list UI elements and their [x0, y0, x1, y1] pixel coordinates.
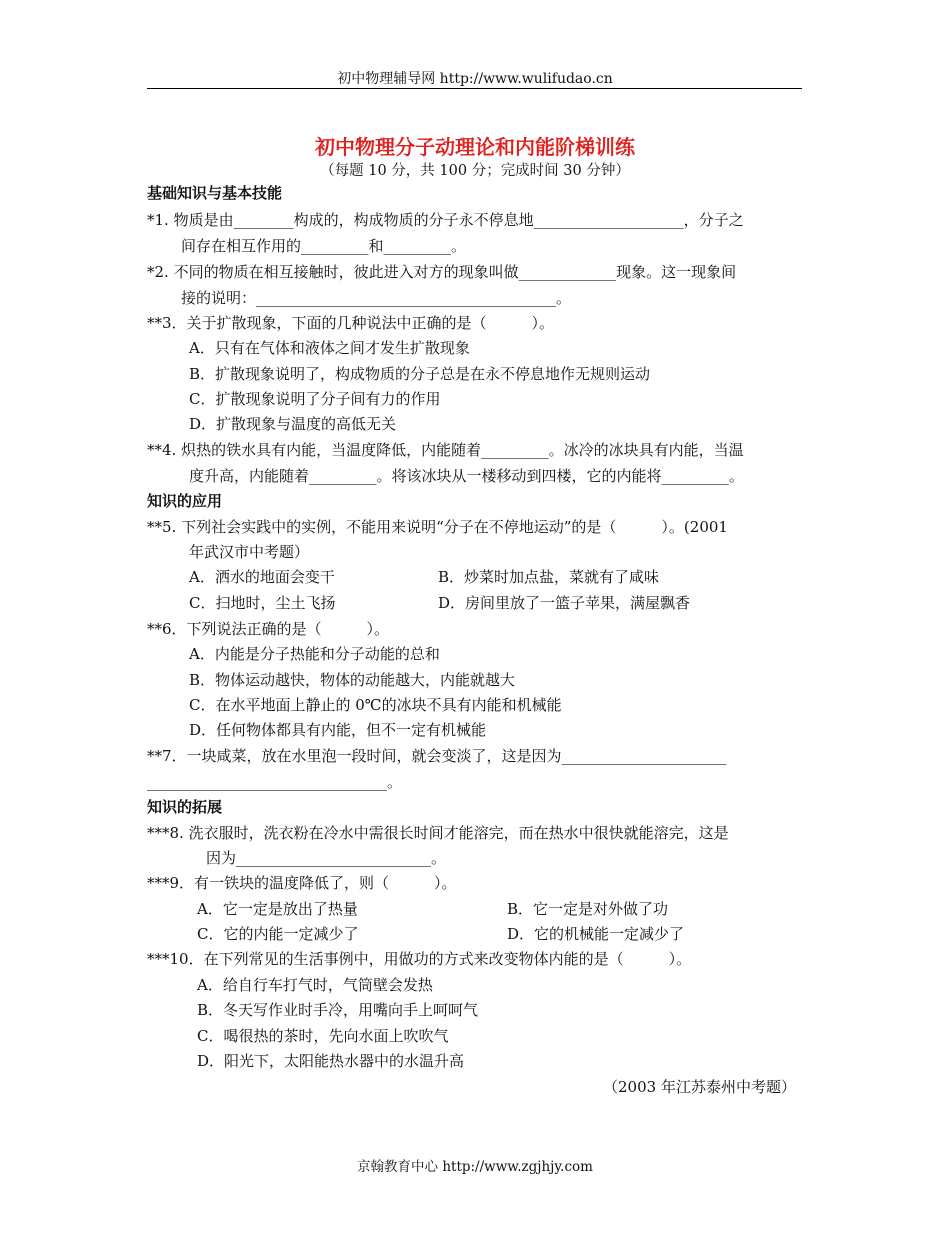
section-extend: 知识的拓展	[147, 798, 223, 816]
q1-line1: *1. 物质是由________构成的，构成物质的分子永不停息地____________________，分子之	[147, 211, 744, 229]
q3-option-b: B．扩散现象说明了，构成物质的分子总是在永不停息地作无规则运动	[189, 365, 651, 383]
section-apply: 知识的应用	[147, 492, 223, 510]
q9-stem: ***9．有一铁块的温度降低了，则（ ）。	[147, 874, 457, 892]
q6-stem: **6．下列说法正确的是（ ）。	[147, 620, 390, 638]
q6-option-a: A．内能是分子热能和分子动能的总和	[189, 645, 440, 663]
q10-option-d: D．阳光下，太阳能热水器中的水温升高	[197, 1052, 465, 1070]
q9-option-c: C．它的内能一定减少了	[197, 925, 359, 943]
q4-line2: 度升高，内能随着_________。将该冰块从一楼移动到四楼，它的内能将_________。	[189, 467, 745, 485]
q4-line1: **4. 炽热的铁水具有内能，当温度降低，内能随着_________。冰冷的冰块具有内能，当温	[147, 441, 744, 459]
q8-line1: ***8. 洗衣服时，洗衣粉在冷水中需很长时间才能溶完，而在热水中很快就能溶完，这是	[147, 824, 729, 842]
q7-line1: **7．一块咸菜，放在水里泡一段时间，就会变淡了，这是因为______________________	[147, 747, 727, 765]
q10-source: （2003 年江苏泰州中考题）	[603, 1078, 796, 1096]
q3-option-d: D．扩散现象与温度的高低无关	[189, 415, 397, 433]
q2-line2: 接的说明：________________________________________。	[181, 289, 572, 307]
q9-option-d: D．它的机械能一定减少了	[507, 925, 685, 943]
header-divider	[147, 88, 802, 89]
q5-option-d: D．房间里放了一篮子苹果，满屋飘香	[438, 594, 691, 612]
q1-line2: 间存在相互作用的_________和_________。	[181, 237, 467, 255]
q9-option-a: A．它一定是放出了热量	[197, 900, 358, 918]
section-basic: 基础知识与基本技能	[147, 184, 283, 202]
q3-option-a: A．只有在气体和液体之间才发生扩散现象	[189, 339, 470, 357]
q8-line2: 因为__________________________。	[206, 849, 447, 867]
q7-line2: ________________________________。	[147, 773, 403, 791]
q5-option-c: C．扫地时，尘土飞扬	[189, 594, 336, 612]
q2-line1: *2. 不同的物质在相互接触时，彼此进入对方的现象叫做_____________现象。这一现象间	[147, 263, 737, 281]
q10-stem: ***10．在下列常见的生活事例中，用做功的方式来改变物体内能的是（ ）。	[147, 950, 692, 968]
q3-option-c: C．扩散现象说明了分子间有力的作用	[189, 390, 441, 408]
q3-stem: **3．关于扩散现象，下面的几种说法中正确的是（ ）。	[147, 314, 555, 332]
q5-line2: 年武汉市中考题）	[189, 543, 310, 561]
q5-option-b: B．炒菜时加点盐，菜就有了咸味	[438, 568, 660, 586]
q5-line1: **5. 下列社会实践中的实例，不能用来说明“分子在不停地运动”的是（ ）。(2001	[147, 518, 728, 536]
q10-option-c: C．喝很热的茶时，先向水面上吹吹气	[197, 1027, 449, 1045]
q6-option-b: B．物体运动越快，物体的动能越大，内能就越大	[189, 671, 516, 689]
q5-option-a: A．洒水的地面会变干	[189, 568, 335, 586]
q10-option-a: A．给自行车打气时，气筒壁会发热	[197, 976, 433, 994]
q9-option-b: B．它一定是对外做了功	[507, 900, 669, 918]
q6-option-d: D．任何物体都具有内能，但不一定有机械能	[189, 721, 487, 739]
page-subtitle: （每题 10 分，共 100 分；完成时间 30 分钟）	[320, 163, 630, 179]
q6-option-c: C．在水平地面上静止的 0℃的冰块不具有内能和机械能	[189, 696, 562, 714]
page-header: 初中物理辅导网 http://www.wulifudao.cn	[337, 71, 613, 87]
page-title: 初中物理分子动理论和内能阶梯训练	[315, 135, 635, 159]
q10-option-b: B．冬天写作业时手冷，用嘴向手上呵呵气	[197, 1001, 479, 1019]
page-footer: 京翰教育中心 http://www.zgjhjy.com	[357, 1159, 593, 1175]
